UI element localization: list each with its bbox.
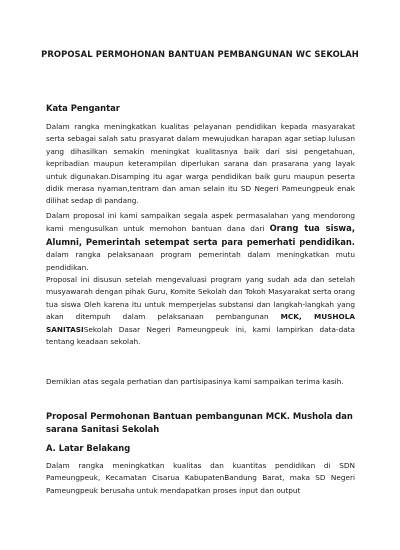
p3-text-bold: MCK, MUSHOLA SANITASI xyxy=(46,312,355,334)
p2-text-c: dalam rangka pelaksanaan program pemerintah dalam meningkatkan mutu pendidikan. xyxy=(46,250,355,272)
paragraph-proposal-scope-text xyxy=(46,210,355,274)
paragraph-intro xyxy=(46,121,355,208)
paragraph-latar-belakang-text: Dalam rangka meningkatkan kualitas dan kuantitas pendidikan di SDN Pameungpeuk, Kecamatan Cisarua KabupatenBandung Barat, maka SD Negeri Pameungpeuk berusaha untuk mendapatkan proses input dan output xyxy=(46,461,355,495)
paragraph-proposal-process-text xyxy=(46,274,355,348)
paragraph-latar-belakang xyxy=(46,460,355,497)
p3-text-a: Proposal ini disusun setelah mengevaluasi program yang sudah ada dan setelah musyawarah dengan pihak Guru, Komite Sekolah dan Tokoh Masyarakat serta orang tua siswa Oleh karena itu untuk memperjelas substansi dan langkah-langkah yang akan ditempuh dalam pelaksanaan pembangunan xyxy=(46,275,355,322)
p3-text-c: Sekolah Dasar Negeri Pameungpeuk ini, kami lampirkan data-data tentang keadaan sekolah. xyxy=(46,324,355,347)
subheading-latar-belakang: A. Latar Belakang xyxy=(46,443,131,453)
paragraph-closing xyxy=(46,376,355,388)
paragraph-proposal-process xyxy=(46,274,355,348)
document-title: PROPOSAL PERMOHONAN BANTUAN PEMBANGUNAN WC SEKOLAH xyxy=(41,49,359,59)
p2-text-a: Dalam proposal ini kami sampaikan segala aspek permasalahan yang mendorong kami mengusulkan untuk memohon bantuan dana dari xyxy=(46,211,355,234)
p2-text-bold: Orang tua siswa, Alumni, Pemerintah setempat serta para pemerhati pendidikan. xyxy=(46,223,355,247)
kata-pengantar-heading: Kata Pengantar xyxy=(46,103,120,113)
section-heading: Proposal Permohonan Bantuan pembangunan MCK. Mushola dan sarana Sanitasi Sekolah xyxy=(46,411,353,434)
paragraph-intro-text: Dalam rangka meningkatkan kualitas pelayanan pendidikan kepada masyarakat serta sebagai salah satu prasyarat dalam mewujudkan harapan agar setiap lulusan yang dihasilkan semakin meningkat kualitasnya baik dari sisi pengetahuan, kepribadian maupun keterampilan diperlukan sarana dan prasarana yang layak untuk digunakan.Disamping itu agar warga pendidikan baik guru maupun peserta didik merasa nyaman,tentram dan aman selain itu SD Negeri Pameungpeuk enak dilihat sedap di pandang. xyxy=(46,122,355,206)
paragraph-closing-text: Demikian atas segala perhatian dan partisipasinya kami sampaikan terima kasih. xyxy=(46,377,344,386)
paragraph-proposal-scope xyxy=(46,210,355,274)
